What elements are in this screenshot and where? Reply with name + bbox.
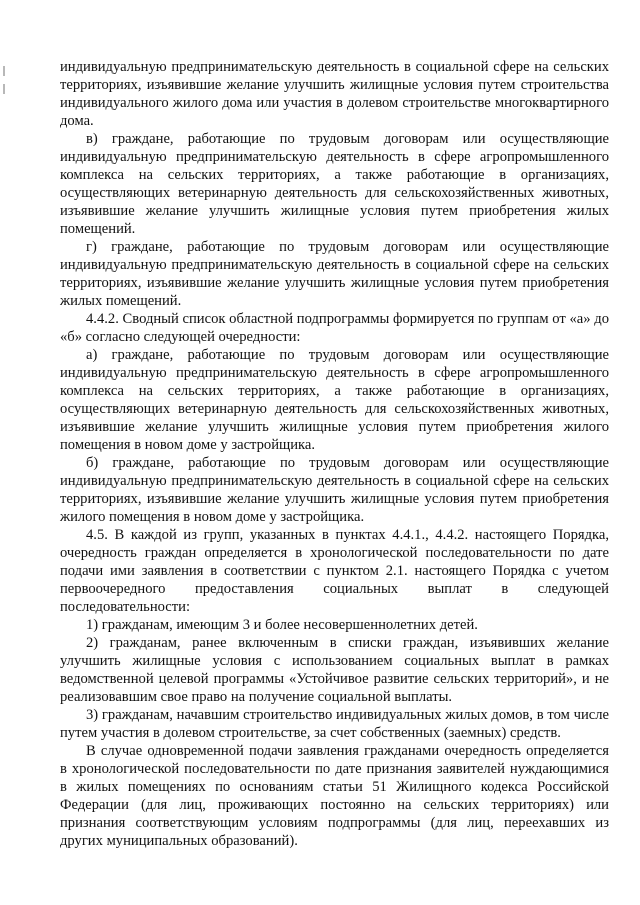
paragraph-list-1: 1) гражданам, имеющим 3 и более несовершеннолетних детей. bbox=[86, 617, 478, 633]
paragraph-4-5: 4.5. В каждой из групп, указанных в пунктах 4.4.1., 4.4.2. настоящего Порядка, очередность граждан определяется в хронологической последовательности по дате подачи ими заявления в соответствии с пунктом 2.1. настоящего Порядка с учетом первоочередного предоставления социальных выплат в следующей последовательности: bbox=[60, 527, 609, 615]
paragraph-item-a: а) граждане, работающие по трудовым договорам или осуществляющие индивидуальную предпринимательскую деятельность в сфере агропромышленного комплекса на сельских территориях, а также работающие в организациях, осуществляющих ветеринарную деятельность для сельскохозяйственных животных, изъявившие желание улучшить жилищные условия путем приобретения жилого помещения в новом доме у застройщика. bbox=[60, 347, 609, 453]
paragraph-final: В случае одновременной подачи заявления гражданами очередность определяется в хронологической последовательности по дате признания заявителей нуждающимися в жилых помещениях по основаниям статьи 51 Жилищного кодекса Российской Федерации (для лиц, проживающих постоянно на сельских территориях) или признания соответствующим условиям подпрограммы (для лиц, переехавших из других муниципальных образований). bbox=[60, 743, 609, 849]
paragraph-item-g: г) граждане, работающие по трудовым договорам или осуществляющие индивидуальную предпринимательскую деятельность в социальной сфере на сельских территориях, изъявившие желание улучшить жилищные условия путем приобретения жилых помещений. bbox=[60, 239, 609, 309]
scan-artifact bbox=[3, 66, 5, 76]
paragraph-item-v: в) граждане, работающие по трудовым договорам или осуществляющие индивидуальную предпринимательскую деятельность в сфере агропромышленного комплекса на сельских территориях, а также работающие в организациях, осуществляющих ветеринарную деятельность для сельскохозяйственных животных, изъявившие желание улучшить жилищные условия путем приобретения жилых помещений. bbox=[60, 131, 609, 237]
paragraph-list-3: 3) гражданам, начавшим строительство индивидуальных жилых домов, в том числе путем участия в долевом строительстве, за счет собственных (заемных) средств. bbox=[60, 707, 609, 741]
paragraph-list-2: 2) гражданам, ранее включенным в списки граждан, изъявивших желание улучшить жилищные условия с использованием социальных выплат в рамках ведомственной целевой программы «Устойчивое развитие сельских территорий», и не реализовавшим свое право на получение социальной выплаты. bbox=[60, 635, 609, 705]
paragraph-item-b: б) граждане, работающие по трудовым договорам или осуществляющие индивидуальную предпринимательскую деятельность в социальной сфере на сельских территориях, изъявившие желание улучшить жилищные условия путем приобретения жилого помещения в новом доме у застройщика. bbox=[60, 455, 609, 525]
paragraph-continuation: индивидуальную предпринимательскую деятельность в социальной сфере на сельских территориях, изъявившие желание улучшить жилищные условия путем строительства индивидуального жилого дома или участия в долевом строительстве многоквартирного дома. bbox=[60, 59, 609, 129]
paragraph-4-4-2: 4.4.2. Сводный список областной подпрограммы формируется по группам от «а» до «б» согласно следующей очередности: bbox=[60, 311, 609, 345]
document-page bbox=[60, 58, 609, 850]
scan-artifact bbox=[3, 84, 5, 94]
